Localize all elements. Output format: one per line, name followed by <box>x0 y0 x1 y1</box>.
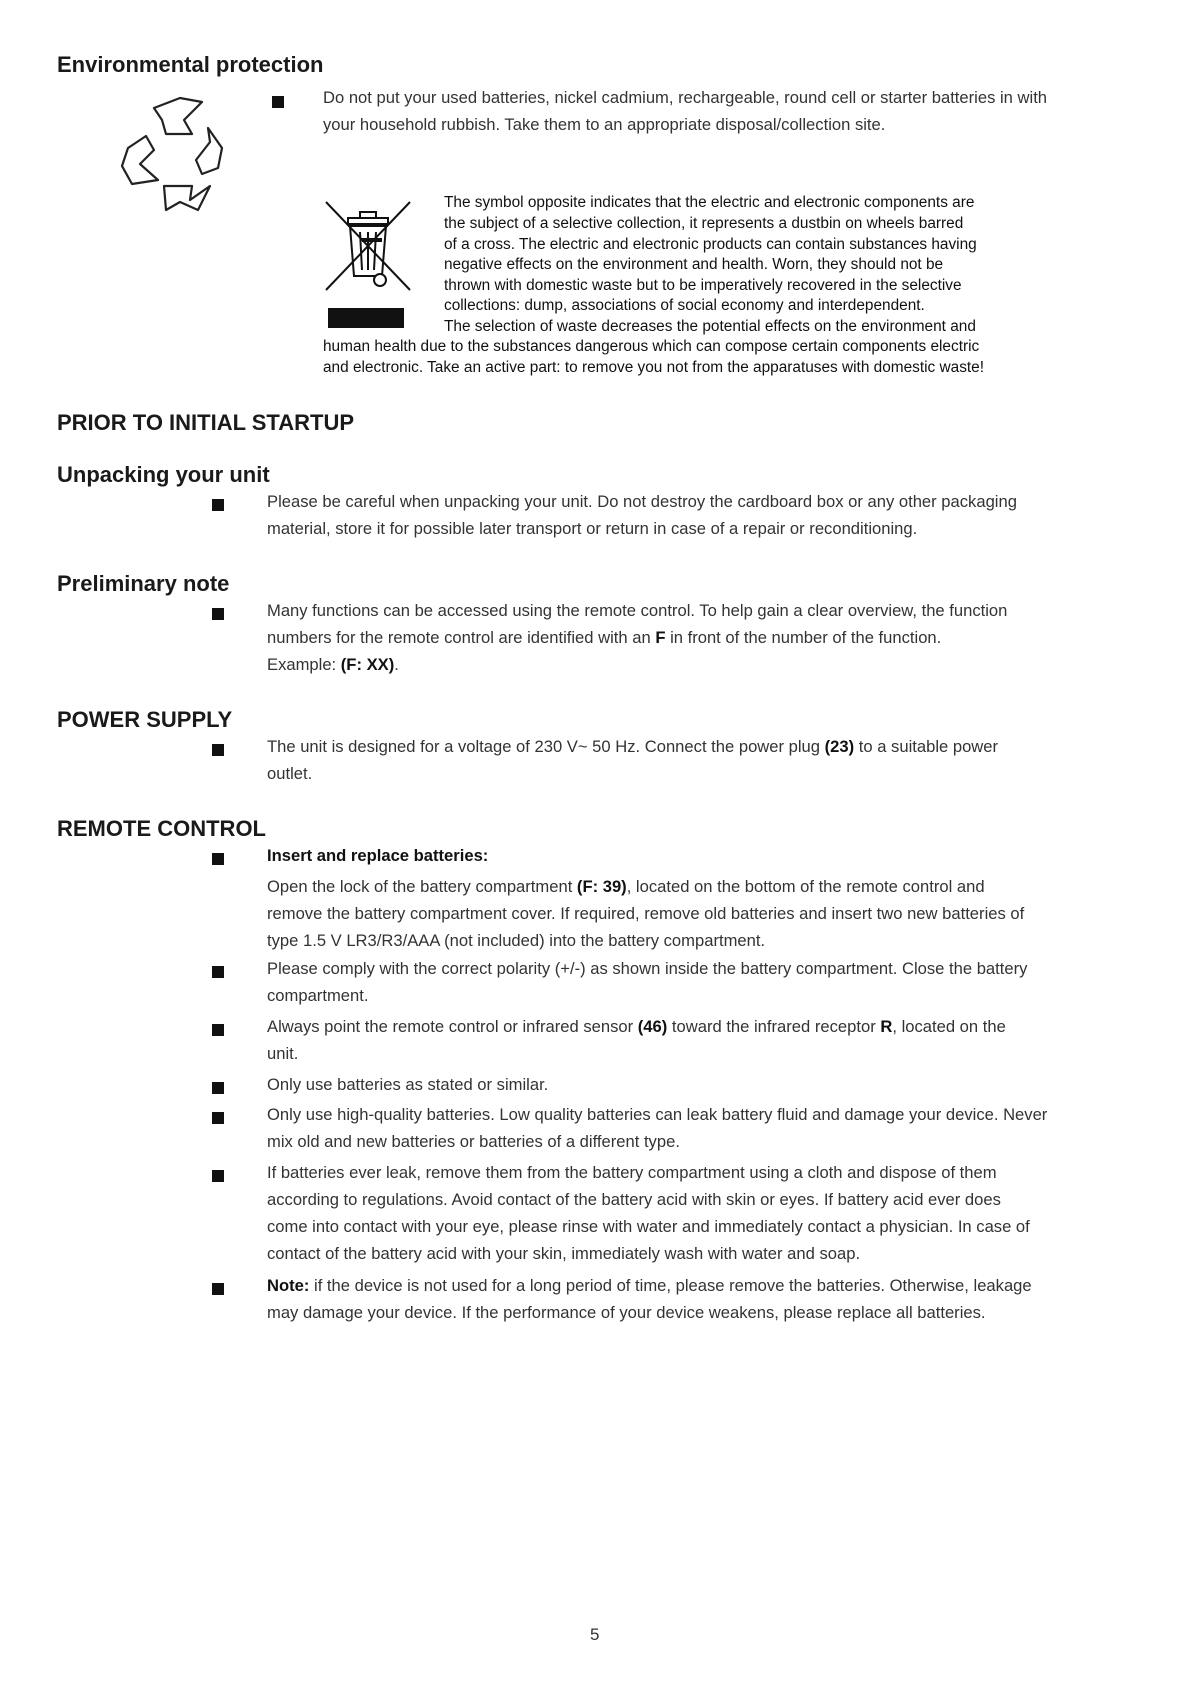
point-line2: unit. <box>267 1044 299 1063</box>
only-use-line: Only use batteries as stated or similar. <box>267 1075 549 1094</box>
unpacking-line2: material, store it for possible later transport or return in case of a repair or reconditioning. <box>267 519 918 538</box>
remote-heading: REMOTE CONTROL <box>57 816 266 841</box>
weee-line4: negative effects on the environment and health. Worn, they should not be <box>444 256 944 273</box>
bullet-quality <box>212 1112 224 1124</box>
polarity-line1: Please comply with the correct polarity (+/-) as shown inside the battery compartment. Close the battery <box>267 959 1028 978</box>
bullet-insert <box>212 853 224 865</box>
bullet-leak <box>212 1170 224 1182</box>
insert-title: Insert and replace batteries: <box>267 846 489 865</box>
power-line1: The unit is designed for a voltage of 230 V~ 50 Hz. Connect the power plug (23) to a suitable power <box>267 737 999 756</box>
bullet-note <box>212 1283 224 1295</box>
prelim-line1: Many functions can be accessed using the remote control. To help gain a clear overview, the function <box>267 601 1008 620</box>
power-heading: POWER SUPPLY <box>57 707 233 732</box>
polarity-line2: compartment. <box>267 986 369 1005</box>
quality-line2: mix old and new batteries or batteries of a different type. <box>267 1132 680 1151</box>
bullet-point <box>212 1024 224 1036</box>
weee-line1: The symbol opposite indicates that the electric and electronic components are <box>444 194 975 211</box>
quality-line1: Only use high-quality batteries. Low quality batteries can leak battery fluid and damage your device. Never <box>267 1105 1048 1124</box>
unpacking-line1: Please be careful when unpacking your unit. Do not destroy the cardboard box or any other packaging <box>267 492 1017 511</box>
weee-line2: the subject of a selective collection, it represents a dustbin on wheels barred <box>444 215 964 232</box>
point-line1: Always point the remote control or infrared sensor (46) toward the infrared receptor R, located on the <box>267 1017 1006 1036</box>
prelim-line2: numbers for the remote control are identified with an F in front of the number of the function. <box>267 628 942 647</box>
weee-line9: and electronic. Take an active part: to remove you not from the apparatuses with domestic waste! <box>323 359 984 376</box>
power-line2: outlet. <box>267 764 313 783</box>
weee-line8: human health due to the substances dangerous which can compose certain components electric <box>323 338 980 355</box>
bullet-polarity <box>212 966 224 978</box>
crossed-bin-icon <box>322 200 414 330</box>
weee-line6: collections: dump, associations of social economy and interdependent. <box>444 297 925 314</box>
env-battery-line2: your household rubbish. Take them to an appropriate disposal/collection site. <box>323 115 886 134</box>
prelim-heading: Preliminary note <box>57 571 230 596</box>
note-line1: Note: if the device is not used for a long period of time, please remove the batteries. Otherwise, leakage <box>267 1276 1032 1295</box>
bullet-prelim <box>212 608 224 620</box>
page-number: 5 <box>590 1625 600 1644</box>
leak-line4: contact of the battery acid with your skin, immediately wash with water and soap. <box>267 1244 861 1263</box>
weee-line5: thrown with domestic waste but to be imperatively recovered in the selective <box>444 277 962 294</box>
recycle-icon <box>110 90 240 215</box>
open-line2: remove the battery compartment cover. If required, remove old batteries and insert two new batteries of <box>267 904 1025 923</box>
env-battery-line1: Do not put your used batteries, nickel cadmium, rechargeable, round cell or starter batteries in with <box>323 88 1048 107</box>
leak-line1: If batteries ever leak, remove them from the battery compartment using a cloth and dispose of them <box>267 1163 997 1182</box>
note-line2: may damage your device. If the performance of your device weakens, please replace all batteries. <box>267 1303 986 1322</box>
leak-line3: come into contact with your eye, please rinse with water and immediately contact a physician. In case of <box>267 1217 1030 1236</box>
bullet-env <box>272 96 284 108</box>
open-line1: Open the lock of the battery compartment (F: 39), located on the bottom of the remote control and <box>267 877 985 896</box>
weee-line3: of a cross. The electric and electronic products can contain substances having <box>444 236 977 253</box>
leak-line2: according to regulations. Avoid contact of the battery acid with skin or eyes. If battery acid ever does <box>267 1190 1001 1209</box>
unpacking-heading: Unpacking your unit <box>57 462 270 487</box>
bullet-unpacking <box>212 499 224 511</box>
bullet-power <box>212 744 224 756</box>
open-line3: type 1.5 V LR3/R3/AAA (not included) into the battery compartment. <box>267 931 766 950</box>
env-heading: Environmental protection <box>57 52 324 77</box>
bullet-only-use <box>212 1082 224 1094</box>
startup-heading: PRIOR TO INITIAL STARTUP <box>57 410 355 435</box>
weee-line7: The selection of waste decreases the potential effects on the environment and <box>444 318 976 335</box>
prelim-line3: Example: (F: XX). <box>267 655 399 674</box>
